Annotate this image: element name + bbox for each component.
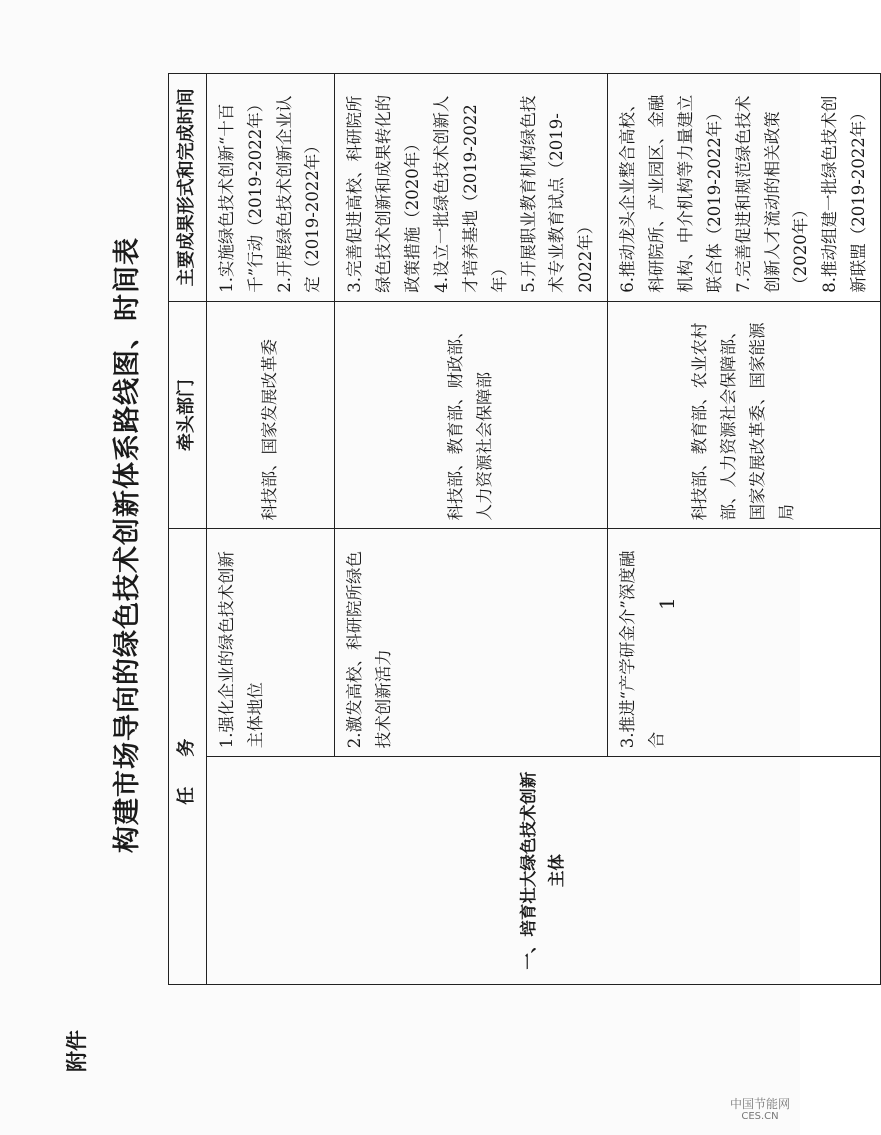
annex-label: 附件 xyxy=(64,1030,89,1072)
outcome-item: 3.完善促进高校、科研院所绿色技术创新和成果转化的政策措施（2020年） xyxy=(345,94,423,293)
outcome-cell xyxy=(206,74,335,302)
task-cell: 1.强化企业的绿色技术创新主体地位 xyxy=(206,529,335,757)
page-number: 1 xyxy=(655,597,679,610)
outcome-item: 1.实施绿色技术创新“十百千”行动（2019-2022年） xyxy=(216,95,265,293)
outcome-item: 5.开展职业教育机构绿色技术专业教育试点（2019-2022年） xyxy=(518,95,596,293)
watermark-line1: 中国节能网 xyxy=(729,1096,790,1111)
task-cell: 3.推进“产学研金介”深度融合 xyxy=(608,529,881,757)
dept-cell: 科技部、教育部、财政部、人力资源社会保障部 xyxy=(335,301,608,529)
watermark-line2: CES.CN xyxy=(741,1111,779,1122)
watermark xyxy=(730,1097,790,1123)
rotated-landscape-content xyxy=(55,70,869,1080)
roadmap-table xyxy=(168,73,881,985)
outcome-item: 7.完善促进和规范绿色技术创新人才流动的相关政策（2020年） xyxy=(733,95,811,293)
dept-cell: 科技部、国家发展改革委 xyxy=(206,301,335,529)
table-header-row xyxy=(169,74,207,985)
outcome-item: 4.设立一批绿色技术创新人才培养基地（2019-2022年） xyxy=(431,95,509,293)
category-cell: 一、培育壮大绿色技术创新主体 xyxy=(206,757,880,985)
table-row xyxy=(206,74,335,985)
outcome-item: 6.推动龙头企业整合高校、科研院所、产业园区、金融机构、中介机构等力量建立联合体（2019-2022年） xyxy=(618,94,724,293)
header-dept: 牵头部门 xyxy=(169,301,207,529)
outcome-item: 8.推动组建一批绿色技术创新联盟（2019-2022年） xyxy=(820,95,869,293)
dept-cell: 科技部、教育部、农业农村部、人力资源社会保障部、国家发展改革委、国家能源局 xyxy=(608,301,881,529)
outcome-cell xyxy=(608,74,881,302)
header-task: 任务 xyxy=(169,529,207,985)
task-cell: 2.激发高校、科研院所绿色技术创新活力 xyxy=(335,529,608,757)
header-outcome: 主要成果形式和完成时间 xyxy=(169,74,207,302)
outcome-cell xyxy=(335,74,608,302)
outcome-item: 2.开展绿色技术创新企业认定（2019-2022年） xyxy=(274,95,323,293)
document-title: 构建市场导向的绿色技术创新体系路线图、时间表 xyxy=(112,237,143,853)
